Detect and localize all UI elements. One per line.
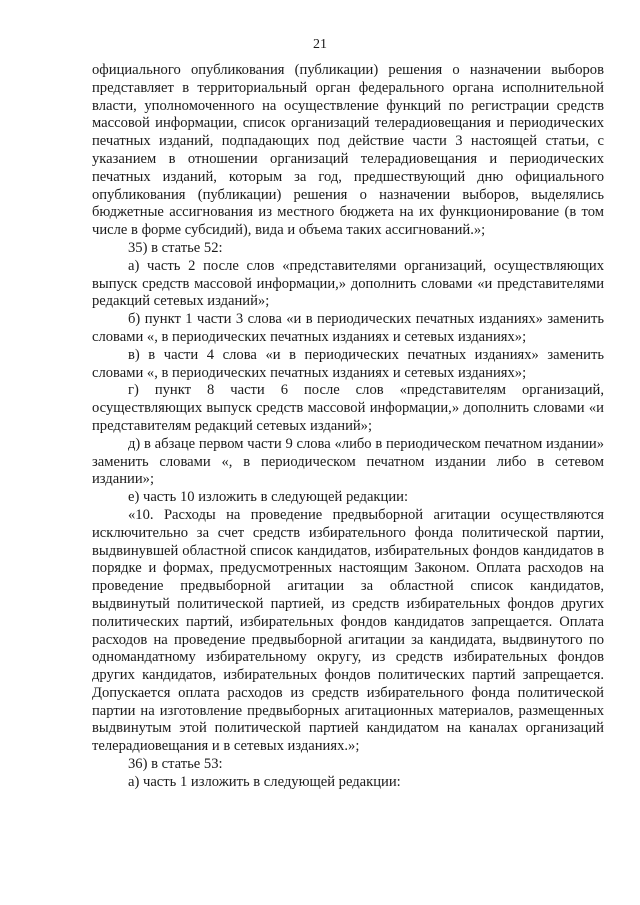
item-35-heading: 35) в статье 52: bbox=[128, 239, 223, 256]
item-35-g: г) пункт 8 части 6 после слов «представителям организаций, осуществляющих выпуск средств массовой информации,» дополнить словами «и представителям редакций сетевых изданий»; bbox=[92, 382, 604, 434]
quoted-part-10: «10. Расходы на проведение предвыборной агитации осуществляются исключительно за счет средств избирательного фонда политической партии, выдвинувшей областной список кандидатов, избирательных фондов кандидатов в порядке и формах, предусмотренных настоящим Законом. Оплата расходов на проведение предвыборной агитации за областной список кандидатов, выдвинутый политической партией, из средств избирательных фондов других политических партий, избирательных фондов кандидатов запрещается. Оплата расходов на проведение предвыборной агитации за кандидата, выдвинутого по одномандатному избирательному округу, из средств избирательных фондов других кандидатов, избирательных фондов политических партий запрещается. Допускается оплата расходов из средств избирательного фонда политической партии на изготовление предвыборных агитационных материалов, размещенных выдвинутым этой политической партией кандидатом на каналах организаций телерадиовещания и в сетевых изданиях.»; bbox=[92, 506, 604, 755]
item-35-a: а) часть 2 после слов «представителями организаций, осуществляющих выпуск средств массовой информации,» дополнить словами «и представителями редакций сетевых изданий»; bbox=[92, 257, 604, 310]
paragraph-continuation: официального опубликования (публикации) решения о назначении выборов представляет в территориальный орган федерального органа исполнительной власти, уполномоченного на осуществление функций по регистрации средств массовой информации, список организаций телерадиовещания и периодических печатных изданий, подпадающих под действие части 3 настоящей статьи, с указанием в отношении организаций телерадиовещания и периодических печатных изданий, которым за год, предшествующий дню официального опубликования (публикации) решения о назначении выборов, выделялись бюджетные ассигнования из местного бюджета на их функционирование (в том числе в форме субсидий), вида и объема таких ассигнований.»; bbox=[92, 62, 604, 239]
document-body bbox=[92, 62, 604, 792]
item-35-d: д) в абзаце первом части 9 слова «либо в периодическом печатном издании» заменить словами «, в периодическом печатном издании либо в сетевом издании»; bbox=[92, 435, 604, 488]
item-36-a: а) часть 1 изложить в следующей редакции: bbox=[128, 773, 401, 790]
item-36-heading: 36) в статье 53: bbox=[128, 756, 223, 773]
item-35-v: в) в части 4 слова «и в периодических печатных изданиях» заменить словами «, в периодических печатных изданиях и сетевых изданиях»; bbox=[92, 346, 604, 381]
item-35-b: б) пункт 1 части 3 слова «и в периодических печатных изданиях» заменить словами «, в периодических печатных изданиях и сетевых изданиях»; bbox=[92, 311, 604, 345]
page-number: 21 bbox=[313, 37, 327, 52]
item-35-e: е) часть 10 изложить в следующей редакции: bbox=[128, 489, 409, 506]
